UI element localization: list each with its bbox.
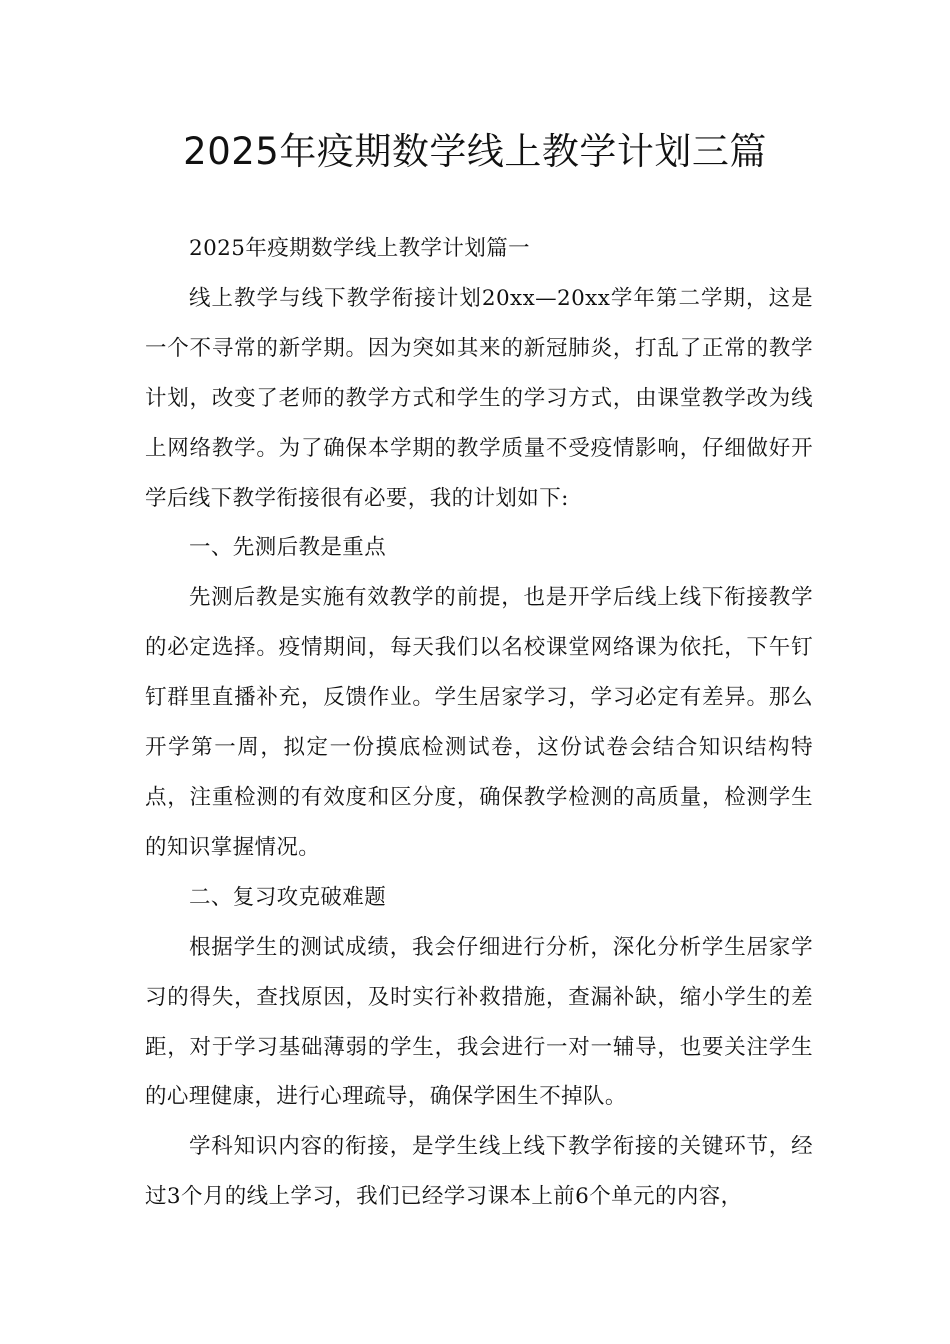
paragraph: 学科知识内容的衔接，是学生线上线下教学衔接的关键环节，经过3个月的线上学习，我们已经学习课本上前6个单元的内容， <box>145 1134 813 1210</box>
paragraph: 线上教学与线下教学衔接计划20xx—20xx学年第二学期，这是一个不寻常的新学期。因为突如其来的新冠肺炎，打乱了正常的教学计划，改变了老师的教学方式和学生的学习方式，由课堂教学改为线上网络教学。为了确保本学期的教学质量不受疫情影响，仔细做好开学后线下教学衔接很有必要，我的计划如下: <box>145 285 813 511</box>
section-heading: 二、复习攻克破难题 <box>189 884 387 910</box>
document-title: 2025年疫期数学线上教学计划三篇 <box>183 130 767 173</box>
document-body <box>145 224 813 1222</box>
paragraph: 先测后教是实施有效教学的前提，也是开学后线上线下衔接教学的必定选择。疫情期间，每天我们以名校课堂网络课为依托，下午钉钉群里直播补充，反馈作业。学生居家学习，学习必定有差异。那么开学第一周，拟定一份摸底检测试卷，这份试卷会结合知识结构特点，注重检测的有效度和区分度，确保教学检测的高质量，检测学生的知识掌握情况。 <box>145 585 813 860</box>
section-heading: 一、先测后教是重点 <box>189 535 387 561</box>
section-heading: 2025年疫期数学线上教学计划篇一 <box>189 236 531 261</box>
paragraph: 根据学生的测试成绩，我会仔细进行分析，深化分析学生居家学习的得失，查找原因，及时实行补救措施，查漏补缺，缩小学生的差距，对于学习基础薄弱的学生，我会进行一对一辅导，也要关注学生的心理健康，进行心理疏导，确保学困生不掉队。 <box>145 934 813 1110</box>
